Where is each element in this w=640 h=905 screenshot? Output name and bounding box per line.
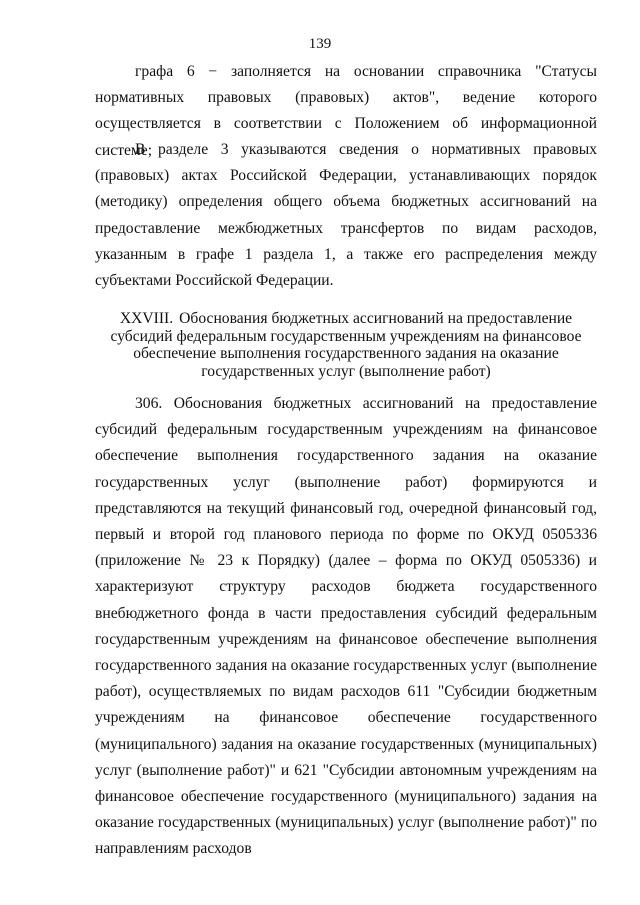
section-number: XXVIII. [119,310,174,327]
section-title: Обоснования бюджетных ассигнований на предоставление субсидий федеральным государственным учреждениям на финансовое обеспечение выполнения государственного задания на оказание государственных услуг (выполнение работ) [110,310,582,380]
paragraph-column-6: графа 6 − заполняется на основании справочника "Статусы нормативных правовых (правовых) актов", ведение которого осуществляется в соответствии с Положением об информационной системе; [95,63,597,159]
page-number: 139 [308,36,332,52]
paragraph-306: 306. Обоснования бюджетных ассигнований на предоставление субсидий федеральным государственным учреждениям на финансовое обеспечение выполнения государственного задания на оказание государственных услуг (выполнение работ) формируются и представляются на текущий финансовый год, очередной финансовый год, первый и второй год планового периода по форме по ОКУД 0505336 (приложение № 23 к Порядку) (далее – форма по ОКУД 0505336) и характеризуют структуру расходов бюджета государственного внебюджетного фонда в части предоставления субсидий федеральным государственным учреждениям на финансовое обеспечение выполнения государственного задания на оказание государственных услуг (выполнение работ), осуществляемых по видам расходов 611 "Субсидии бюджетным учреждениям на финансовое обеспечение государственного (муниципального) задания на оказание государственных (муниципальных) услуг (выполнение работ)" и 621 "Субсидии автономным учреждениям на финансовое обеспечение государственного (муниципального) задания на оказание государственных (муниципальных) услуг (выполнение работ)" по направлениям расходов [95,395,597,858]
section-heading [95,310,597,380]
paragraph-section-3: В разделе 3 указываются сведения о нормативных правовых (правовых) актах Российской Федерации, устанавливающих порядок (методику) определения общего объема бюджетных ассигнований на предоставление межбюджетных трансфертов по видам расходов, указанным в графе 1 раздела 1, а также его распределения между субъектами Российской Федерации. [95,141,597,290]
